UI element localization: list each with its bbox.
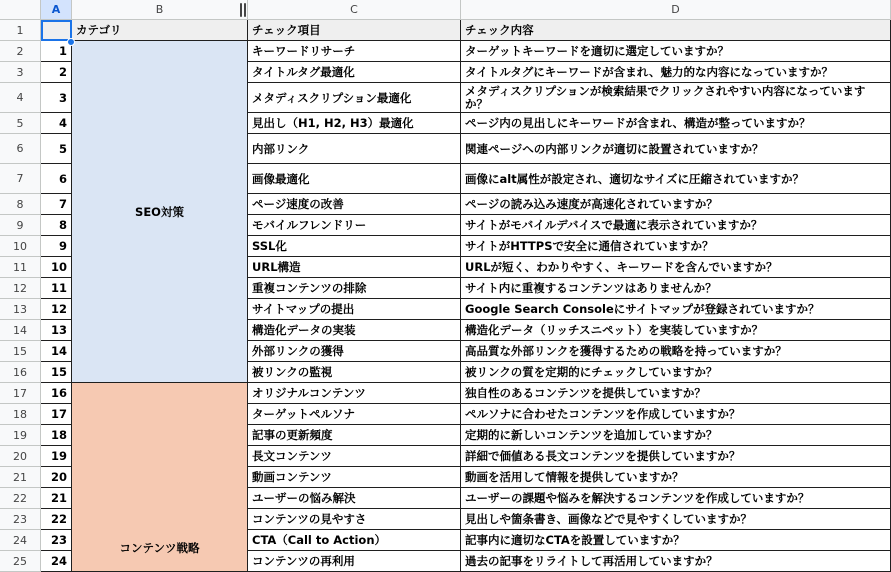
freeze-handle-icon[interactable] [240,0,246,20]
number-cell[interactable]: 14 [41,341,72,362]
row-header[interactable]: 17 [0,383,41,404]
number-cell[interactable]: 2 [41,62,72,83]
check-item-cell[interactable]: キーワードリサーチ [248,41,461,62]
header-cell-check-detail[interactable]: チェック内容 [461,20,891,41]
check-detail-cell[interactable]: 独自性のあるコンテンツを提供していますか？ [461,383,891,404]
column-header-d[interactable]: D [461,0,891,20]
check-item-cell[interactable]: タイトルタグ最適化 [248,62,461,83]
number-cell[interactable]: 12 [41,299,72,320]
check-detail-cell[interactable]: サイトがモバイルデバイスで最適に表示されていますか？ [461,215,891,236]
check-detail-cell[interactable]: ターゲットキーワードを適切に選定していますか？ [461,41,891,62]
check-item-cell[interactable]: 内部リンク [248,134,461,164]
row-header[interactable]: 9 [0,215,41,236]
check-detail-cell[interactable]: サイト内に重複するコンテンツはありませんか？ [461,278,891,299]
column-header-c[interactable]: C [248,0,461,20]
row-header[interactable]: 20 [0,446,41,467]
check-detail-cell[interactable]: URLが短く、わかりやすく、キーワードを含んでいますか？ [461,257,891,278]
check-detail-cell[interactable]: タイトルタグにキーワードが含まれ、魅力的な内容になっていますか？ [461,62,891,83]
check-item-cell[interactable]: コンテンツの再利用 [248,551,461,572]
number-cell[interactable]: 11 [41,278,72,299]
number-cell[interactable]: 6 [41,164,72,194]
number-cell[interactable]: 13 [41,320,72,341]
row-header[interactable]: 15 [0,341,41,362]
row-header[interactable]: 5 [0,113,41,134]
row-header[interactable]: 24 [0,530,41,551]
number-cell[interactable]: 1 [41,41,72,62]
check-item-cell[interactable]: コンテンツの見やすさ [248,509,461,530]
number-cell[interactable]: 17 [41,404,72,425]
check-item-cell[interactable]: CTA（Call to Action） [248,530,461,551]
check-detail-cell[interactable]: 定期的に新しいコンテンツを追加していますか？ [461,425,891,446]
check-detail-cell[interactable]: 関連ページへの内部リンクが適切に設置されていますか？ [461,134,891,164]
row-header[interactable]: 6 [0,134,41,164]
check-item-cell[interactable]: 画像最適化 [248,164,461,194]
check-item-cell[interactable]: 外部リンクの獲得 [248,341,461,362]
number-cell[interactable]: 20 [41,467,72,488]
row-header[interactable]: 13 [0,299,41,320]
check-item-cell[interactable]: 重複コンテンツの排除 [248,278,461,299]
number-cell[interactable]: 23 [41,530,72,551]
number-cell[interactable]: 15 [41,362,72,383]
row-header[interactable]: 12 [0,278,41,299]
column-header-b[interactable]: B [72,0,248,20]
category-merged-cell[interactable]: SEO対策 [72,41,248,383]
check-item-cell[interactable]: ユーザーの悩み解決 [248,488,461,509]
row-header[interactable]: 25 [0,551,41,572]
row-header[interactable]: 2 [0,41,41,62]
number-cell[interactable]: 10 [41,257,72,278]
number-cell[interactable]: 5 [41,134,72,164]
number-cell[interactable]: 7 [41,194,72,215]
check-item-cell[interactable]: URL構造 [248,257,461,278]
category-merged-cell[interactable]: コンテンツ戦略 [72,383,248,572]
row-header[interactable]: 3 [0,62,41,83]
check-item-cell[interactable]: ターゲットペルソナ [248,404,461,425]
row-header[interactable]: 14 [0,320,41,341]
check-item-cell[interactable]: オリジナルコンテンツ [248,383,461,404]
check-detail-cell[interactable]: 動画を活用して情報を提供していますか？ [461,467,891,488]
check-item-cell[interactable]: 動画コンテンツ [248,467,461,488]
number-cell[interactable]: 16 [41,383,72,404]
check-item-cell[interactable]: メタディスクリプション最適化 [248,83,461,113]
check-item-cell[interactable]: ページ速度の改善 [248,194,461,215]
check-detail-cell[interactable]: 見出しや箇条書き、画像などで見やすくしていますか？ [461,509,891,530]
row-header[interactable]: 10 [0,236,41,257]
number-cell[interactable]: 24 [41,551,72,572]
header-cell-check-item[interactable]: チェック項目 [248,20,461,41]
check-item-cell[interactable]: サイトマップの提出 [248,299,461,320]
check-detail-cell[interactable]: ユーザーの課題や悩みを解決するコンテンツを作成していますか？ [461,488,891,509]
row-header[interactable]: 16 [0,362,41,383]
check-item-cell[interactable]: 長文コンテンツ [248,446,461,467]
check-detail-cell[interactable]: ペルソナに合わせたコンテンツを作成していますか？ [461,404,891,425]
row-header[interactable]: 23 [0,509,41,530]
check-item-cell[interactable]: モバイルフレンドリー [248,215,461,236]
number-cell[interactable]: 18 [41,425,72,446]
select-all-corner[interactable] [0,0,41,20]
row-header[interactable]: 22 [0,488,41,509]
fill-handle[interactable] [67,38,75,46]
check-detail-cell[interactable]: 記事内に適切なCTAを設置していますか？ [461,530,891,551]
check-detail-cell[interactable]: Google Search Consoleにサイトマップが登録されていますか？ [461,299,891,320]
check-detail-cell[interactable]: メタディスクリプションが検索結果でクリックされやすい内容になっていますか？ [461,83,891,113]
row-header-1[interactable]: 1 [0,20,41,41]
number-cell[interactable]: 19 [41,446,72,467]
number-cell[interactable]: 9 [41,236,72,257]
check-item-cell[interactable]: 構造化データの実装 [248,320,461,341]
check-detail-cell[interactable]: ページの読み込み速度が高速化されていますか？ [461,194,891,215]
check-detail-cell[interactable]: 過去の記事をリライトして再活用していますか？ [461,551,891,572]
number-cell[interactable]: 21 [41,488,72,509]
check-detail-cell[interactable]: 被リンクの質を定期的にチェックしていますか？ [461,362,891,383]
row-header[interactable]: 7 [0,164,41,194]
row-header[interactable]: 18 [0,404,41,425]
check-item-cell[interactable]: 被リンクの監視 [248,362,461,383]
row-header[interactable]: 11 [0,257,41,278]
check-detail-cell[interactable]: 構造化データ（リッチスニペット）を実装していますか？ [461,320,891,341]
number-cell[interactable]: 4 [41,113,72,134]
row-header[interactable]: 8 [0,194,41,215]
check-detail-cell[interactable]: 画像にalt属性が設定され、適切なサイズに圧縮されていますか？ [461,164,891,194]
check-item-cell[interactable]: 記事の更新頻度 [248,425,461,446]
check-detail-cell[interactable]: 高品質な外部リンクを獲得するための戦略を持っていますか？ [461,341,891,362]
check-detail-cell[interactable]: ページ内の見出しにキーワードが含まれ、構造が整っていますか？ [461,113,891,134]
number-cell[interactable]: 8 [41,215,72,236]
column-header-a[interactable]: A [41,0,72,20]
header-cell-a[interactable] [41,20,72,41]
row-header[interactable]: 21 [0,467,41,488]
check-detail-cell[interactable]: サイトがHTTPSで安全に通信されていますか？ [461,236,891,257]
number-cell[interactable]: 22 [41,509,72,530]
check-detail-cell[interactable]: 詳細で価値ある長文コンテンツを提供していますか？ [461,446,891,467]
row-header[interactable]: 19 [0,425,41,446]
row-header[interactable]: 4 [0,83,41,113]
header-cell-category[interactable]: カテゴリ [72,20,248,41]
check-item-cell[interactable]: 見出し（H1, H2, H3）最適化 [248,113,461,134]
check-item-cell[interactable]: SSL化 [248,236,461,257]
number-cell[interactable]: 3 [41,83,72,113]
